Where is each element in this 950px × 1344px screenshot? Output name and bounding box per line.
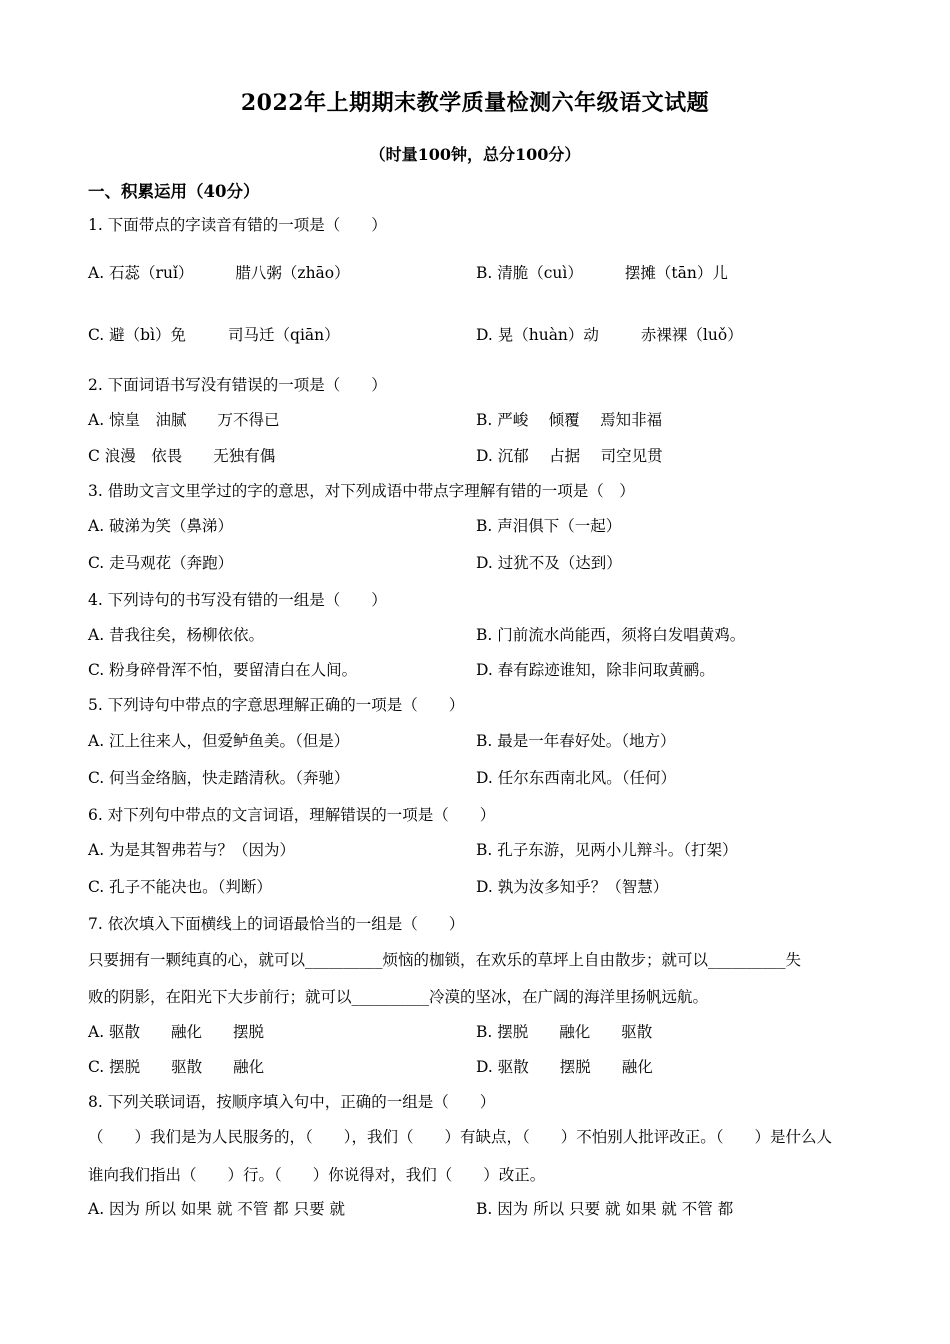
question-7-option-b: B. 摆脱 融化 驱散 [476,1023,653,1041]
option-text: C. 避（bì）免 [88,326,187,344]
exam-title: 2022年上期期末教学质量检测六年级语文试题 [240,90,710,116]
question-2-option-a: A. 惊皇 油腻 万不得已 [88,411,280,429]
question-8-passage-line-2: 谁向我们指出（ ）行。（ ）你说得对，我们（ ）改正。 [88,1166,546,1184]
question-8-stem: 8. 下列关联词语，按顺序填入句中，正确的一组是（ ） [88,1093,496,1111]
option-text: A. 石蕊（ruǐ） [88,264,194,282]
question-1-option-b [476,261,728,283]
question-6-stem: 6. 对下列句中带点的文言词语，理解错误的一项是（ ） [88,806,496,824]
question-1-option-d [476,323,743,345]
question-6-option-a: A. 为是其智弗若与？（因为） [88,841,296,859]
question-3-stem: 3. 借助文言文里学过的字的意思，对下列成语中带点字理解有错的一项是（ ） [88,482,635,500]
question-1-option-c [88,323,340,345]
question-4-option-a: A. 昔我往矣，杨柳依依。 [88,626,265,644]
question-1-stem: 1. 下面带点的字读音有错的一项是（ ） [88,216,387,234]
section-heading: 一、积累运用（40分） [88,182,260,201]
question-5-option-c: C. 何当金络脑，快走踏清秋。（奔驰） [88,769,350,787]
option-text: B. 清脆（cuì） [476,264,583,282]
question-3-option-d: D. 过犹不及（达到） [476,554,622,572]
question-7-stem: 7. 依次填入下面横线上的词语最恰当的一组是（ ） [88,915,465,933]
question-2-option-b: B. 严峻 倾覆 焉知非福 [476,411,663,429]
question-8-option-a: A. 因为 所以 如果 就 不管 都 只要 就 [88,1200,346,1218]
question-6-option-c: C. 孔子不能决也。（判断） [88,878,272,896]
question-4-option-b: B. 门前流水尚能西，须将白发唱黄鸡。 [476,626,746,644]
question-8-option-b: B. 因为 所以 只要 就 如果 就 不管 都 [476,1200,734,1218]
question-5-option-b: B. 最是一年春好处。（地方） [476,732,676,750]
option-text: 摆摊（tān）儿 [624,264,728,282]
question-6-option-d: D. 孰为汝多知乎？（智慧） [476,878,669,896]
question-7-option-c: C. 摆脱 驱散 融化 [88,1058,265,1076]
question-7-passage-line-2: 败的阴影，在阳光下大步前行；就可以__________冷漠的坚冰，在广阔的海洋里扬帆远航。 [88,988,709,1006]
option-text: 腊八粥（zhāo） [235,264,350,282]
question-2-option-c: C 浪漫 依畏 无独有偶 [88,447,276,465]
option-text: 司马迁（qiān） [228,326,340,344]
exam-subtitle: （时量100钟，总分100分） [369,145,581,164]
question-8-passage-line-1: （ ）我们是为人民服务的，（ ），我们（ ）有缺点，（ ）不怕别人批评改正。（ ）是什么人 [88,1128,833,1146]
question-7-option-d: D. 驱散 摆脱 融化 [476,1058,653,1076]
question-5-option-a: A. 江上往来人，但爱鲈鱼美。（但是） [88,732,350,750]
question-4-stem: 4. 下列诗句的书写没有错的一组是（ ） [88,591,387,609]
question-2-stem: 2. 下面词语书写没有错误的一项是（ ） [88,376,387,394]
question-2-option-d: D. 沉郁 占据 司空见贯 [476,447,663,465]
question-3-option-a: A. 破涕为笑（鼻涕） [88,517,234,535]
question-3-option-c: C. 走马观花（奔跑） [88,554,234,572]
question-4-option-d: D. 春有踪迹谁知，除非问取黄鹂。 [476,661,715,679]
question-5-stem: 5. 下列诗句中带点的字意思理解正确的一项是（ ） [88,696,465,714]
question-3-option-b: B. 声泪俱下（一起） [476,517,622,535]
question-4-option-c: C. 粉身碎骨浑不怕，要留清白在人间。 [88,661,358,679]
option-text: 赤裸裸（luǒ） [640,326,743,344]
question-1-option-a [88,261,350,283]
question-7-option-a: A. 驱散 融化 摆脱 [88,1023,265,1041]
question-5-option-d: D. 任尔东西南北风。（任何） [476,769,676,787]
question-7-passage-line-1: 只要拥有一颗纯真的心，就可以__________烦恼的枷锁，在欢乐的草坪上自由散步；就可以__________失 [88,951,802,969]
option-text: D. 晃（huàn）动 [476,326,599,344]
question-6-option-b: B. 孔子东游，见两小儿辩斗。（打架） [476,841,738,859]
